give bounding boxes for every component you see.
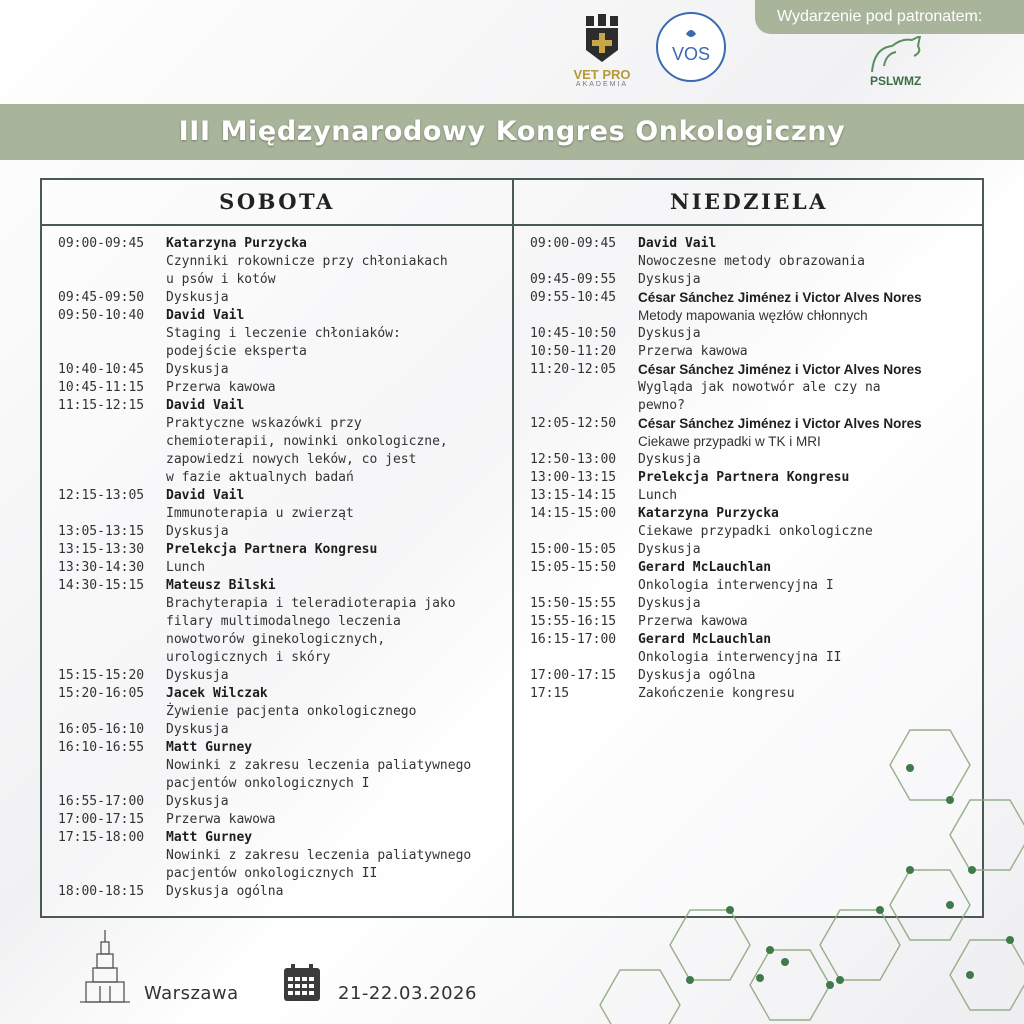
session-speaker: David Vail <box>166 308 245 323</box>
session-title: Nowinki z zakresu leczenia paliatywnego <box>166 848 472 863</box>
schedule-row <box>58 307 508 325</box>
schedule-row <box>58 829 508 847</box>
schedule-row <box>58 847 508 865</box>
schedule-row <box>530 361 980 379</box>
session-title: nowotworów ginekologicznych, <box>166 632 386 647</box>
schedule-row <box>530 343 980 361</box>
schedule-row <box>58 703 508 721</box>
schedule-row <box>58 667 508 685</box>
schedule-row <box>58 469 508 487</box>
session-time: 13:15-14:15 <box>530 488 617 503</box>
session-time: 16:05-16:10 <box>58 722 145 737</box>
schedule-row <box>530 487 980 505</box>
session-speaker: Jacek Wilczak <box>166 686 268 701</box>
schedule-row <box>58 613 508 631</box>
session-time: 12:05-12:50 <box>530 416 617 431</box>
schedule-row <box>58 631 508 649</box>
session-time: 09:55-10:45 <box>530 290 617 305</box>
session-time <box>530 253 638 271</box>
session-time <box>58 505 166 523</box>
pslwmz-text: PSLWMZ <box>870 74 922 88</box>
schedule-row <box>530 271 980 289</box>
session-time: 12:15-13:05 <box>58 488 145 503</box>
schedule-row <box>530 541 980 559</box>
session-time: 10:40-10:45 <box>58 362 145 377</box>
session-time <box>58 451 166 469</box>
schedule-row <box>530 595 980 613</box>
session-title: Przerwa kawowa <box>166 380 276 395</box>
session-time <box>58 271 166 289</box>
schedule-row <box>530 523 980 541</box>
session-time: 15:00-15:05 <box>530 542 617 557</box>
vetpro-name: VET PRO <box>573 67 631 82</box>
schedule-row <box>58 541 508 559</box>
session-time <box>530 307 638 325</box>
session-time <box>58 325 166 343</box>
session-time <box>530 577 638 595</box>
schedule-row <box>58 721 508 739</box>
session-time: 15:20-16:05 <box>58 686 145 701</box>
saturday-column <box>58 235 508 901</box>
session-time: 09:45-09:55 <box>530 272 617 287</box>
session-time <box>58 415 166 433</box>
session-time <box>58 757 166 775</box>
session-title: Dyskusja <box>638 326 701 341</box>
session-time: 09:45-09:50 <box>58 290 145 305</box>
session-title: Dyskusja <box>166 794 229 809</box>
session-title: Onkologia interwencyjna II <box>638 650 842 665</box>
session-speaker: Prelekcja Partnera Kongresu <box>166 542 378 557</box>
session-speaker: Matt Gurney <box>166 830 253 845</box>
schedule-row <box>530 235 980 253</box>
column-divider <box>512 180 514 916</box>
session-time: 14:30-15:15 <box>58 578 145 593</box>
session-time: 10:50-11:20 <box>530 344 617 359</box>
session-time <box>58 775 166 793</box>
schedule-row <box>58 523 508 541</box>
schedule-row <box>58 289 508 307</box>
session-time <box>530 649 638 667</box>
schedule-row <box>58 361 508 379</box>
vetpro-sub: AKADEMIA <box>575 81 629 88</box>
session-speaker: Gerard McLauchlan <box>638 632 772 647</box>
schedule-row <box>58 271 508 289</box>
session-title: Onkologia interwencyjna I <box>638 578 834 593</box>
session-time <box>58 253 166 271</box>
session-title: Staging i leczenie chłoniaków: <box>166 326 401 341</box>
schedule-row <box>58 505 508 523</box>
schedule-row <box>530 451 980 469</box>
vetpro-shield-icon <box>582 14 622 64</box>
session-title: pacjentów onkologicznych I <box>166 776 370 791</box>
schedule-row <box>530 631 980 649</box>
session-speaker: Katarzyna Purzycka <box>638 506 779 521</box>
session-time: 12:50-13:00 <box>530 452 617 467</box>
session-title: Dyskusja <box>638 452 701 467</box>
schedule-row <box>530 433 980 451</box>
session-time <box>58 865 166 883</box>
calendar-icon <box>283 964 321 1002</box>
header-divider <box>42 224 982 226</box>
session-title: Nowoczesne metody obrazowania <box>638 254 865 269</box>
schedule-row <box>58 379 508 397</box>
session-title: Praktyczne wskazówki przy <box>166 416 362 431</box>
session-time: 13:05-13:15 <box>58 524 145 539</box>
session-time: 16:55-17:00 <box>58 794 145 809</box>
session-title: Dyskusja <box>638 596 701 611</box>
session-title: Ciekawe przypadki w TK i MRI <box>638 434 821 449</box>
session-title: pacjentów onkologicznych II <box>166 866 378 881</box>
schedule-row <box>530 415 980 433</box>
schedule-row <box>58 325 508 343</box>
session-time: 15:15-15:20 <box>58 668 145 683</box>
session-title: urologicznych i skóry <box>166 650 331 665</box>
schedule-row <box>58 775 508 793</box>
palace-of-culture-icon <box>80 930 130 1004</box>
session-time <box>530 523 638 541</box>
session-title: Czynniki rokownicze przy chłoniakach <box>166 254 448 269</box>
session-time: 16:10-16:55 <box>58 740 145 755</box>
session-time: 13:00-13:15 <box>530 470 617 485</box>
session-title: w fazie aktualnych badań <box>166 470 354 485</box>
session-speaker: David Vail <box>166 488 245 503</box>
schedule-row <box>530 397 980 415</box>
page-title: III Międzynarodowy Kongres Onkologiczny <box>0 104 1024 160</box>
session-time: 17:15-18:00 <box>58 830 145 845</box>
schedule-row <box>58 685 508 703</box>
session-time: 18:00-18:15 <box>58 884 145 899</box>
session-title: Przerwa kawowa <box>166 812 276 827</box>
session-title: Immunoterapia u zwierząt <box>166 506 354 521</box>
session-time: 09:00-09:45 <box>58 236 145 251</box>
session-speaker: César Sánchez Jiménez i Victor Alves Nores <box>638 290 922 305</box>
session-title: Lunch <box>166 560 206 575</box>
schedule-row <box>530 667 980 685</box>
session-title: Dyskusja ogólna <box>638 668 756 683</box>
session-time: 14:15-15:00 <box>530 506 617 521</box>
session-title: Przerwa kawowa <box>638 614 748 629</box>
schedule-row <box>58 253 508 271</box>
patronage-label: Wydarzenie pod patronatem: <box>755 0 1024 34</box>
session-time <box>58 631 166 649</box>
session-speaker: Katarzyna Purzycka <box>166 236 307 251</box>
session-time <box>58 649 166 667</box>
session-time: 10:45-11:15 <box>58 380 145 395</box>
schedule-row <box>530 613 980 631</box>
session-time <box>58 613 166 631</box>
session-title: Wygląda jak nowotwór ale czy na <box>638 380 881 395</box>
schedule-row <box>58 793 508 811</box>
vetpro-logo <box>566 14 638 90</box>
session-title: Przerwa kawowa <box>638 344 748 359</box>
schedule-row <box>58 415 508 433</box>
saturday-heading: SOBOTA <box>219 189 335 214</box>
session-time <box>58 343 166 361</box>
schedule-row <box>58 235 508 253</box>
session-time: 11:20-12:05 <box>530 362 617 377</box>
session-speaker: Prelekcja Partnera Kongresu <box>638 470 850 485</box>
session-title: podejście eksperta <box>166 344 307 359</box>
schedule-row <box>58 397 508 415</box>
session-time <box>58 847 166 865</box>
session-time <box>530 433 638 451</box>
session-title: Żywienie pacjenta onkologicznego <box>166 704 417 719</box>
session-time: 11:15-12:15 <box>58 398 145 413</box>
session-title: Dyskusja <box>166 722 229 737</box>
session-time: 15:50-15:55 <box>530 596 617 611</box>
schedule-row <box>530 379 980 397</box>
session-speaker: César Sánchez Jiménez i Victor Alves Nores <box>638 416 922 431</box>
dog-cat-outline-icon <box>862 36 936 76</box>
schedule-row <box>58 757 508 775</box>
session-time: 09:50-10:40 <box>58 308 145 323</box>
session-title: Metody mapowania węzłów chłonnych <box>638 308 868 323</box>
session-time: 15:55-16:15 <box>530 614 617 629</box>
session-time: 17:15 <box>530 686 570 701</box>
session-title: Zakończenie kongresu <box>638 686 795 701</box>
schedule-row <box>58 649 508 667</box>
session-speaker: David Vail <box>166 398 245 413</box>
schedule-row <box>58 577 508 595</box>
schedule-row <box>530 559 980 577</box>
event-date: 21-22.03.2026 <box>338 983 477 1004</box>
schedule-row <box>530 505 980 523</box>
session-time <box>58 703 166 721</box>
session-time: 17:00-17:15 <box>530 668 617 683</box>
session-title: Dyskusja <box>638 542 701 557</box>
schedule-row <box>58 559 508 577</box>
session-time <box>58 433 166 451</box>
session-time <box>58 469 166 487</box>
schedule-row <box>530 685 980 703</box>
session-time: 15:05-15:50 <box>530 560 617 575</box>
schedule-row <box>58 811 508 829</box>
session-time <box>530 397 638 415</box>
session-title: Dyskusja <box>638 272 701 287</box>
session-title: Dyskusja <box>166 668 229 683</box>
session-title: Dyskusja <box>166 524 229 539</box>
session-title: Dyskusja <box>166 362 229 377</box>
schedule-row <box>58 343 508 361</box>
session-time: 16:15-17:00 <box>530 632 617 647</box>
schedule-row <box>530 469 980 487</box>
session-time: 13:30-14:30 <box>58 560 145 575</box>
schedule-row <box>58 433 508 451</box>
schedule-row <box>58 865 508 883</box>
session-time <box>58 595 166 613</box>
session-time <box>530 379 638 397</box>
session-title: Ciekawe przypadki onkologiczne <box>638 524 873 539</box>
schedule-row <box>530 325 980 343</box>
session-title: Brachyterapia i teleradioterapia jako <box>166 596 456 611</box>
schedule-row <box>58 883 508 901</box>
session-title: Dyskusja ogólna <box>166 884 284 899</box>
schedule-row <box>58 487 508 505</box>
schedule-row <box>530 649 980 667</box>
session-title: zapowiedzi nowych leków, co jest <box>166 452 417 467</box>
schedule-row <box>58 739 508 757</box>
session-speaker: Mateusz Bilski <box>166 578 276 593</box>
session-title: Dyskusja <box>166 290 229 305</box>
session-title: pewno? <box>638 398 685 413</box>
session-title: Lunch <box>638 488 678 503</box>
schedule-row <box>58 595 508 613</box>
hexagon-decoration <box>580 720 1024 1024</box>
session-speaker: Gerard McLauchlan <box>638 560 772 575</box>
vos-text: VOS <box>671 44 710 64</box>
session-title: chemioterapii, nowinki onkologiczne, <box>166 434 448 449</box>
session-speaker: David Vail <box>638 236 717 251</box>
pslwmz-logo <box>862 36 936 98</box>
session-speaker: César Sánchez Jiménez i Victor Alves Nores <box>638 362 922 377</box>
session-time: 13:15-13:30 <box>58 542 145 557</box>
schedule-row <box>530 253 980 271</box>
schedule-row <box>530 577 980 595</box>
schedule-row <box>530 289 980 307</box>
sunday-heading: NIEDZIELA <box>670 189 828 214</box>
session-time: 10:45-10:50 <box>530 326 617 341</box>
session-title: Nowinki z zakresu leczenia paliatywnego <box>166 758 472 773</box>
sunday-column <box>530 235 980 703</box>
schedule-row <box>58 451 508 469</box>
session-speaker: Matt Gurney <box>166 740 253 755</box>
schedule-row <box>530 307 980 325</box>
session-time: 09:00-09:45 <box>530 236 617 251</box>
session-time: 17:00-17:15 <box>58 812 145 827</box>
session-title: u psów i kotów <box>166 272 276 287</box>
city-label: Warszawa <box>144 983 239 1004</box>
vos-logo <box>656 12 726 82</box>
session-title: filary multimodalnego leczenia <box>166 614 401 629</box>
